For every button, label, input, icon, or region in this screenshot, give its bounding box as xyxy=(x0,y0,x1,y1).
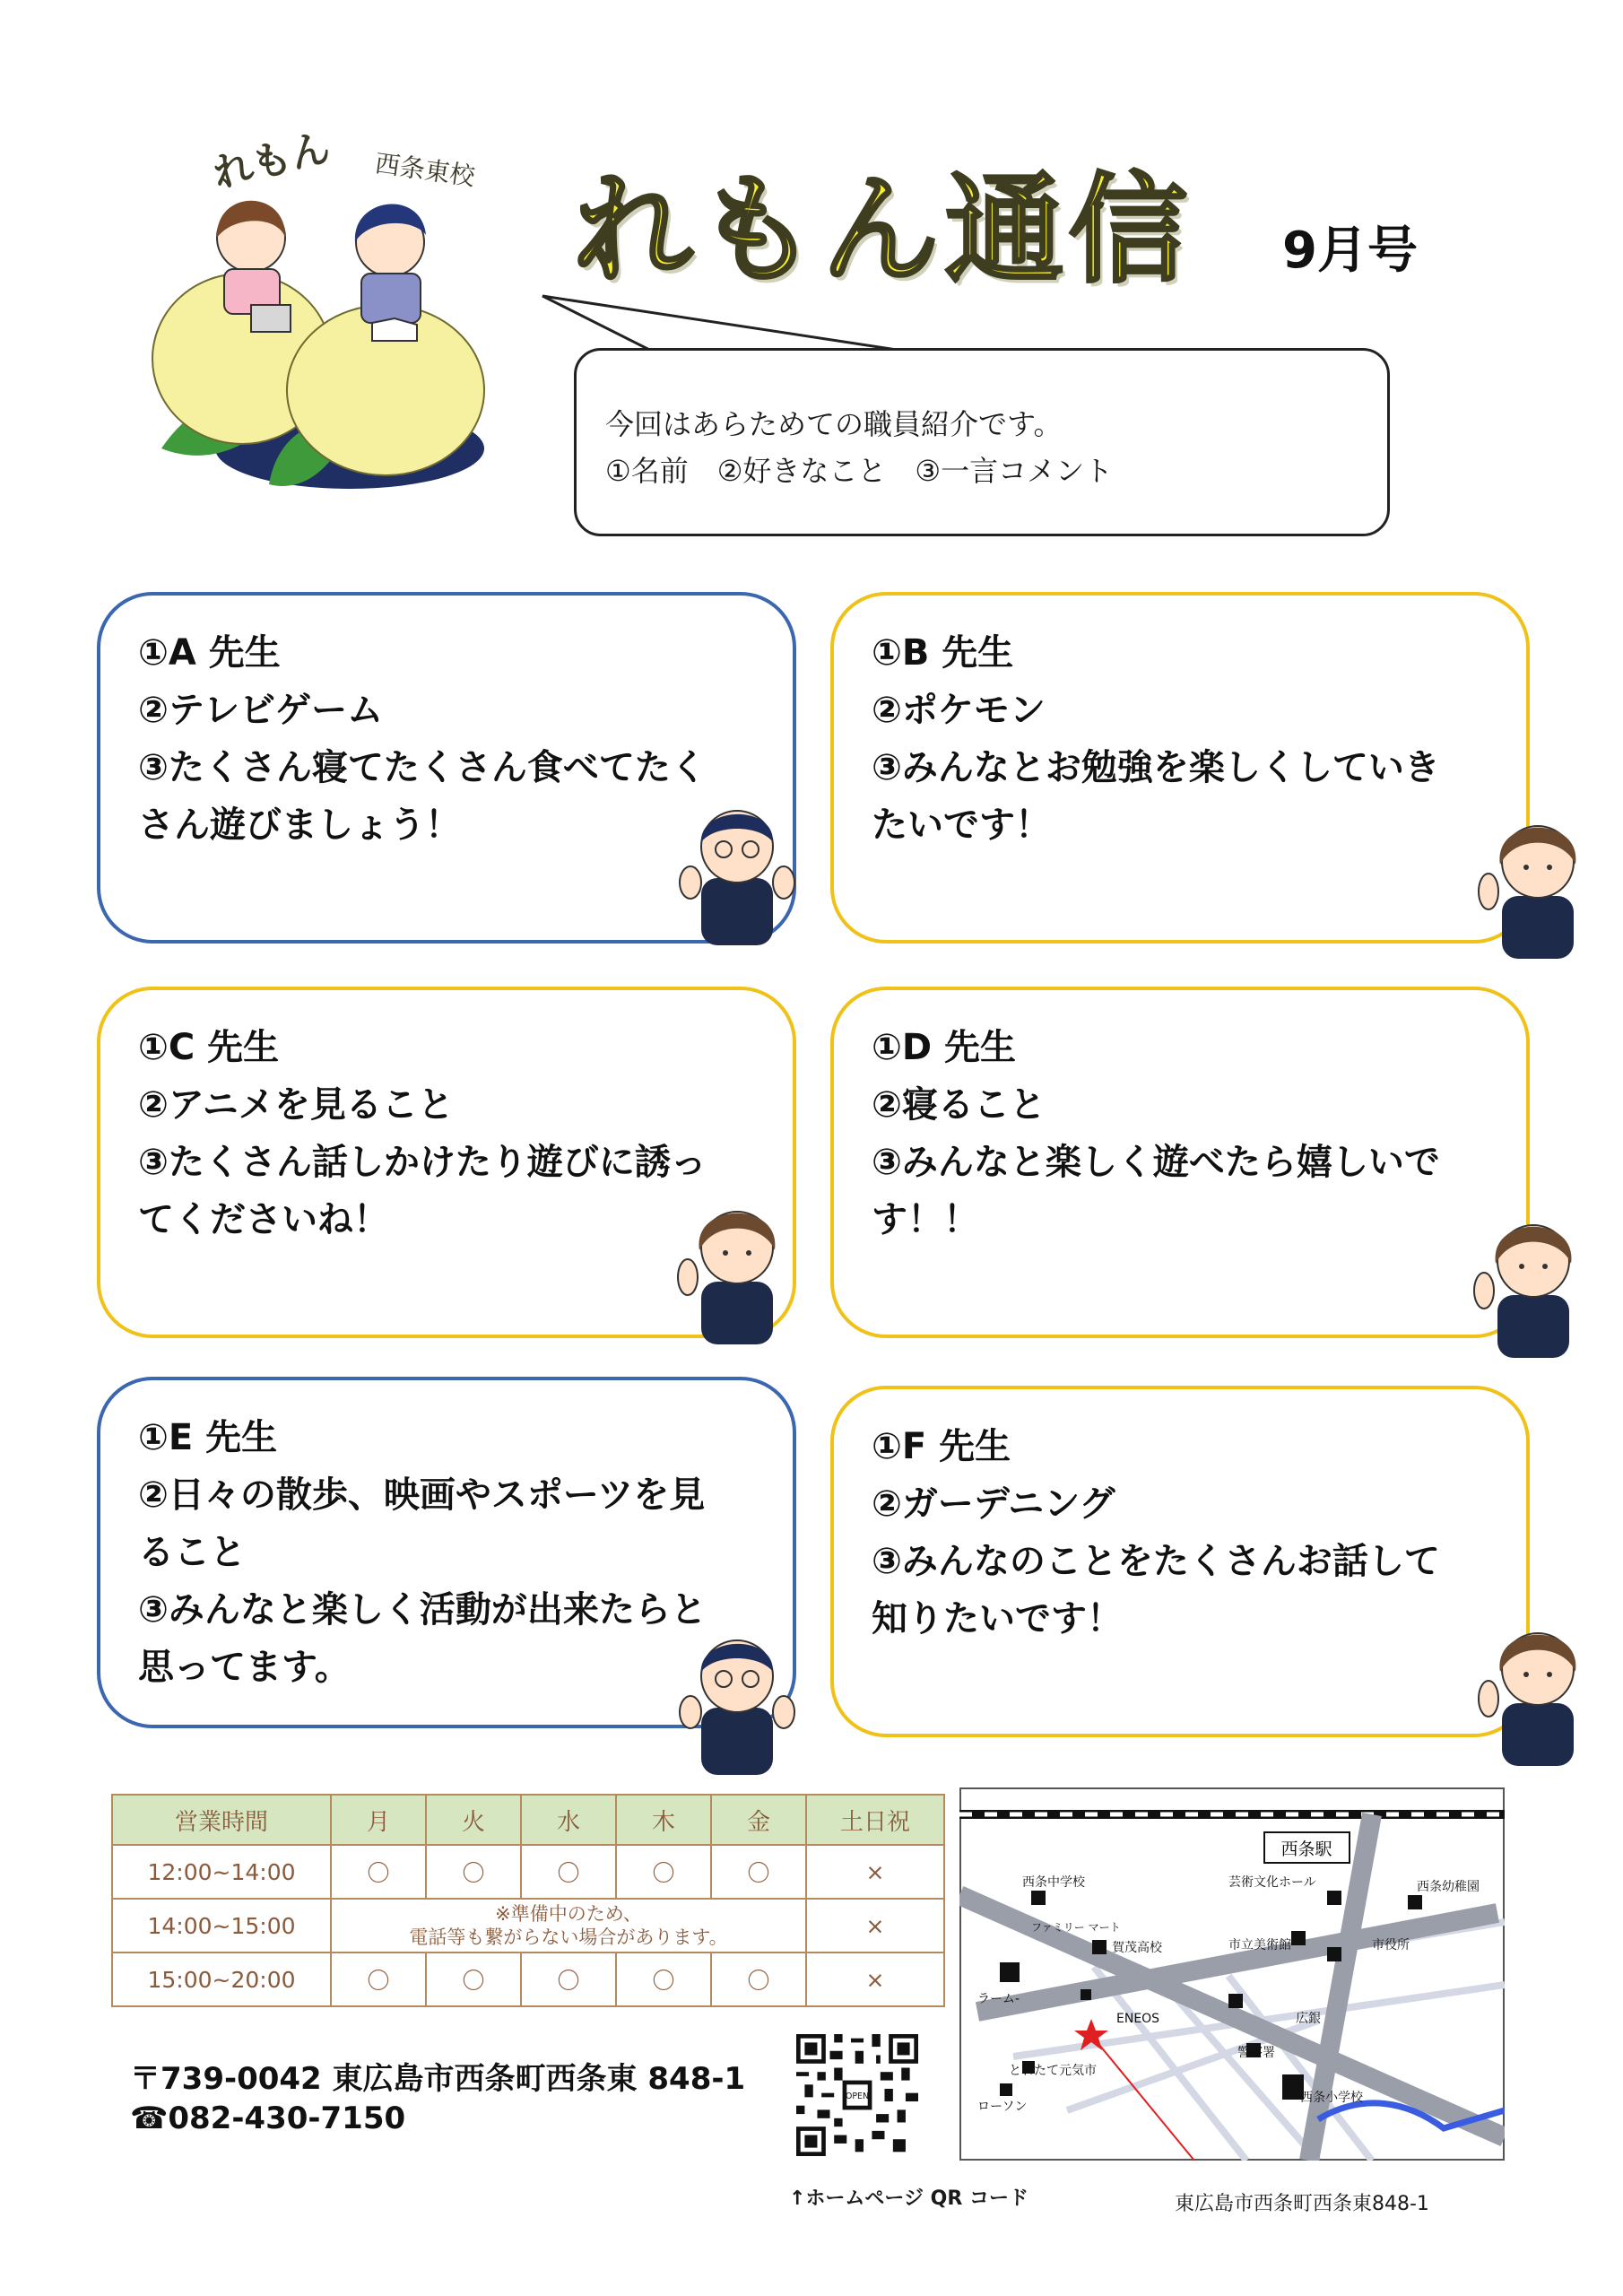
map-label: 芸術文化ホール xyxy=(1228,1875,1316,1890)
female-teacher-icon xyxy=(1466,1205,1592,1358)
staff-line: ②ポケモン xyxy=(872,690,1046,731)
male-teacher-icon xyxy=(674,793,800,945)
staff-card-e xyxy=(97,1377,796,1728)
qr-code-icon[interactable] xyxy=(796,2034,918,2156)
staff-line: ③みんなのことをたくさんお話して xyxy=(872,1541,1440,1582)
map-label: ENEOS xyxy=(1116,2012,1160,2026)
hours-time: 15:00~20:00 xyxy=(112,1952,331,2006)
map-label: 警察署 xyxy=(1237,2046,1275,2060)
table-header: 水 xyxy=(521,1795,616,1845)
map-label: ローソン xyxy=(977,2100,1028,2114)
hours-cell: 〇 xyxy=(616,1952,711,2006)
qr-open-badge: OPEN xyxy=(846,2091,869,2101)
staff-line: たいです！ xyxy=(872,804,1051,846)
hours-cell: 〇 xyxy=(426,1952,521,2006)
hours-note-line: ※準備中のため、 xyxy=(495,1903,642,1925)
business-hours-table xyxy=(111,1794,945,2007)
intro-legend: ①名前 ②好きなこと ③一言コメント xyxy=(605,454,1114,488)
brand-name: れもん xyxy=(208,124,335,198)
hours-weekend: × xyxy=(806,1845,944,1899)
access-map xyxy=(959,1787,1505,2161)
hours-cell: 〇 xyxy=(331,1952,426,2006)
map-label: 市立美術館 xyxy=(1228,1938,1291,1952)
staff-card-c xyxy=(97,987,796,1338)
hours-cell: 〇 xyxy=(711,1952,806,2006)
staff-card-f xyxy=(830,1386,1530,1737)
staff-line: ①F 先生 xyxy=(872,1426,1011,1467)
table-header: 営業時間 xyxy=(112,1795,331,1845)
staff-line: ①E 先生 xyxy=(138,1417,278,1458)
hours-time: 14:00~15:00 xyxy=(112,1899,331,1952)
qr-caption: ↑ホームページ QR コード xyxy=(789,2187,1028,2210)
map-label: 賀茂高校 xyxy=(1112,1941,1162,1955)
staff-line: ③みんなと楽しく活動が出来たらと xyxy=(138,1589,707,1631)
postal-address: 〒739-0042 東広島市西条町西条東 848-1 xyxy=(130,2061,746,2097)
lemon-mascot-logo xyxy=(143,135,538,529)
campus-name: 西条東校 xyxy=(373,148,477,192)
table-row xyxy=(112,1845,944,1899)
hours-cell: 〇 xyxy=(616,1845,711,1899)
staff-line: ること xyxy=(138,1532,246,1573)
staff-line: 思ってます。 xyxy=(138,1647,351,1688)
issue-label: 9月号 xyxy=(1282,222,1418,280)
hours-note-line: 電話等も繋がらない場合があります。 xyxy=(409,1926,728,1948)
map-label-station: 西条駅 xyxy=(1280,1839,1332,1859)
hours-weekend: × xyxy=(806,1899,944,1952)
table-header-row xyxy=(112,1795,944,1845)
map-label: 広銀 xyxy=(1296,2012,1321,2026)
map-label: 市役所 xyxy=(1372,1938,1410,1952)
hours-time: 12:00~14:00 xyxy=(112,1845,331,1899)
staff-line: ①D 先生 xyxy=(872,1027,1016,1068)
staff-card-b xyxy=(830,592,1530,944)
phone-number[interactable]: ☎082-430-7150 xyxy=(130,2100,406,2136)
staff-card-d xyxy=(830,987,1530,1338)
table-header: 木 xyxy=(616,1795,711,1845)
staff-card-a xyxy=(97,592,796,944)
map-label: 西条小学校 xyxy=(1300,2091,1363,2105)
hours-weekend: × xyxy=(806,1952,944,2006)
staff-line: す！！ xyxy=(872,1199,979,1240)
female-teacher-icon xyxy=(1471,1613,1596,1766)
map-label: ラーム- xyxy=(977,1992,1020,2006)
staff-line: ③たくさん寝てたくさん食べてたく xyxy=(138,747,707,788)
table-row xyxy=(112,1899,944,1952)
staff-line: さん遊びましょう！ xyxy=(138,804,461,846)
staff-line: ①C 先生 xyxy=(138,1027,280,1068)
hours-cell: 〇 xyxy=(521,1845,616,1899)
table-row xyxy=(112,1952,944,2006)
staff-line: ③たくさん話しかけたり遊びに誘っ xyxy=(138,1142,707,1183)
female-teacher-icon xyxy=(1471,806,1596,959)
staff-line: ①A 先生 xyxy=(138,632,281,674)
hours-note xyxy=(331,1899,806,1952)
newsletter-title: れもん通信 xyxy=(574,161,1193,300)
map-label: ファミリー マート xyxy=(1031,1921,1121,1934)
table-header: 火 xyxy=(426,1795,521,1845)
female-teacher-icon xyxy=(670,1192,795,1344)
map-label: とれたて元気市 xyxy=(1009,2064,1097,2078)
staff-line: ②日々の散歩、映画やスポーツを見 xyxy=(138,1474,706,1516)
hours-cell: 〇 xyxy=(521,1952,616,2006)
male-teacher-icon xyxy=(674,1622,800,1775)
table-header: 土日祝 xyxy=(806,1795,944,1845)
staff-line: ②アニメを見ること xyxy=(138,1084,454,1126)
staff-line: ②テレビゲーム xyxy=(138,690,384,731)
intro-text: 今回はあらためての職員紹介です。 xyxy=(605,407,1063,441)
hours-cell: 〇 xyxy=(426,1845,521,1899)
staff-line: てくださいね！ xyxy=(138,1199,389,1240)
map-label: 西条幼稚園 xyxy=(1417,1880,1480,1894)
staff-line: ①B 先生 xyxy=(872,632,1014,674)
table-header: 金 xyxy=(711,1795,806,1845)
staff-line: 知りたいです！ xyxy=(872,1598,1123,1639)
staff-line: ③みんなとお勉強を楽しくしていき xyxy=(872,747,1440,788)
hours-cell: 〇 xyxy=(711,1845,806,1899)
table-header: 月 xyxy=(331,1795,426,1845)
hours-cell: 〇 xyxy=(331,1845,426,1899)
map-caption: 東広島市西条町西条東848-1 xyxy=(1175,2193,1429,2215)
staff-line: ②ガーデニング xyxy=(872,1483,1115,1525)
staff-line: ②寝ること xyxy=(872,1084,1046,1126)
map-label: 西条中学校 xyxy=(1022,1875,1085,1890)
staff-line: ③みんなと楽しく遊べたら嬉しいで xyxy=(872,1142,1440,1183)
